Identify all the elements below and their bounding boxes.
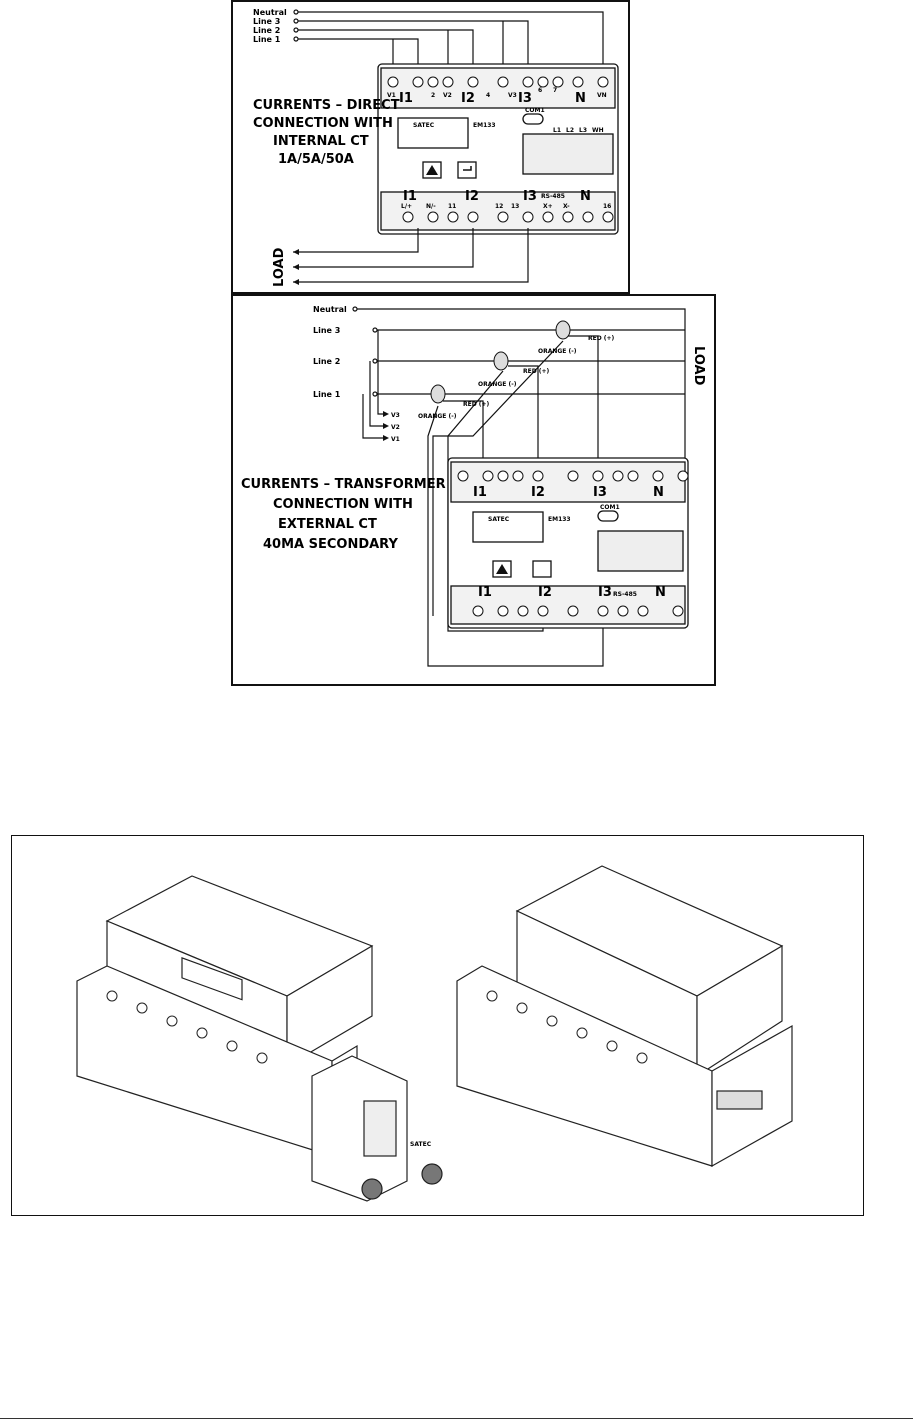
terminal-v1: V1 <box>387 92 396 99</box>
bottom-line-label-line1: Line 1 <box>313 390 341 399</box>
b-terminal-bottom-i2: I2 <box>538 585 552 600</box>
ct2-red: RED (+) <box>523 368 550 375</box>
bottom-line-label-line3: Line 3 <box>313 326 341 335</box>
ct1-orange: ORANGE (-) <box>418 413 457 420</box>
terminal-v2: V2 <box>443 92 452 99</box>
b-brand-label: SATEC <box>488 516 510 523</box>
terminal-7: 7 <box>553 87 558 94</box>
bottom-title-line1: CURRENTS – TRANSFORMER <box>241 477 446 492</box>
tap-v2: V2 <box>391 424 400 431</box>
rs485-label: RS-485 <box>541 193 565 200</box>
isometric-svg <box>12 836 863 1215</box>
ct3-red: RED (+) <box>588 335 615 342</box>
line-label-line3: Line 3 <box>253 17 281 26</box>
transformer-connection-svg <box>233 296 714 684</box>
line-label-line1: Line 1 <box>253 35 281 44</box>
tap-v1: V1 <box>391 436 400 443</box>
bottom-line-label-line2: Line 2 <box>313 357 341 366</box>
terminal-lplus: L/+ <box>401 203 413 210</box>
b-terminal-i2: I2 <box>531 485 545 500</box>
top-title-line4: 1A/5A/50A <box>278 152 354 167</box>
line-label-line2: Line 2 <box>253 26 281 35</box>
direct-connection-diagram <box>231 0 630 294</box>
b-terminal-i3: I3 <box>593 485 607 500</box>
direct-connection-svg <box>233 2 628 292</box>
brand-label: SATEC <box>413 122 435 129</box>
terminal-bottom-n: N <box>580 189 591 204</box>
ct1-red: RED (+) <box>463 401 490 408</box>
terminal-6: 6 <box>538 87 543 94</box>
terminal-vn: VN <box>597 92 607 99</box>
top-title-line3: INTERNAL CT <box>273 134 369 149</box>
terminal-4: 4 <box>486 92 491 99</box>
terminal-13: 13 <box>511 203 520 210</box>
bottom-title-line4: 40MA SECONDARY <box>263 537 398 552</box>
b-terminal-bottom-i1: I1 <box>478 585 492 600</box>
terminal-n: N <box>575 91 586 106</box>
bottom-load-label: LOAD <box>691 346 706 386</box>
terminal-i1: I1 <box>399 91 413 106</box>
top-title-line1: CURRENTS – DIRECT <box>253 98 400 113</box>
b-terminal-i1: I1 <box>473 485 487 500</box>
ct3-orange: ORANGE (-) <box>538 348 577 355</box>
led-wh: WH <box>592 127 604 134</box>
b-comm-label: COM1 <box>600 504 620 511</box>
bottom-title-line3: EXTERNAL CT <box>278 517 377 532</box>
b-terminal-n: N <box>653 485 664 500</box>
terminal-bottom-i1: I1 <box>403 189 417 204</box>
b-rs485-label: RS-485 <box>613 591 637 598</box>
ct2-orange: ORANGE (-) <box>478 381 517 388</box>
terminal-nminus: N/- <box>426 203 436 210</box>
page-footer-rule <box>0 1418 913 1419</box>
terminal-12: 12 <box>495 203 504 210</box>
display-brand: SATEC <box>410 1141 432 1148</box>
led-l3: L3 <box>579 127 587 134</box>
b-model-label: EM133 <box>548 516 571 523</box>
meter-isometric-figure <box>11 835 864 1216</box>
top-load-label: LOAD <box>272 247 287 287</box>
line-label-neutral: Neutral <box>253 8 287 17</box>
bottom-title-line2: CONNECTION WITH <box>273 497 413 512</box>
terminal-i2: I2 <box>461 91 475 106</box>
led-l1: L1 <box>553 127 561 134</box>
transformer-connection-diagram <box>231 294 716 686</box>
model-label: EM133 <box>473 122 496 129</box>
terminal-2: 2 <box>431 92 436 99</box>
terminal-i3: I3 <box>518 91 532 106</box>
terminal-bottom-i2: I2 <box>465 189 479 204</box>
terminal-v3: V3 <box>508 92 517 99</box>
b-terminal-bottom-i3: I3 <box>598 585 612 600</box>
b-terminal-bottom-n: N <box>655 585 666 600</box>
terminal-xplus: X+ <box>543 203 553 210</box>
terminal-xminus: X- <box>563 203 570 210</box>
top-title-line2: CONNECTION WITH <box>253 116 393 131</box>
terminal-16: 16 <box>603 203 612 210</box>
terminal-11: 11 <box>448 203 457 210</box>
tap-v3: V3 <box>391 412 400 419</box>
terminal-bottom-i3: I3 <box>523 189 537 204</box>
comm-label: COM1 <box>525 107 545 114</box>
led-l2: L2 <box>566 127 574 134</box>
bottom-line-label-neutral: Neutral <box>313 305 347 314</box>
